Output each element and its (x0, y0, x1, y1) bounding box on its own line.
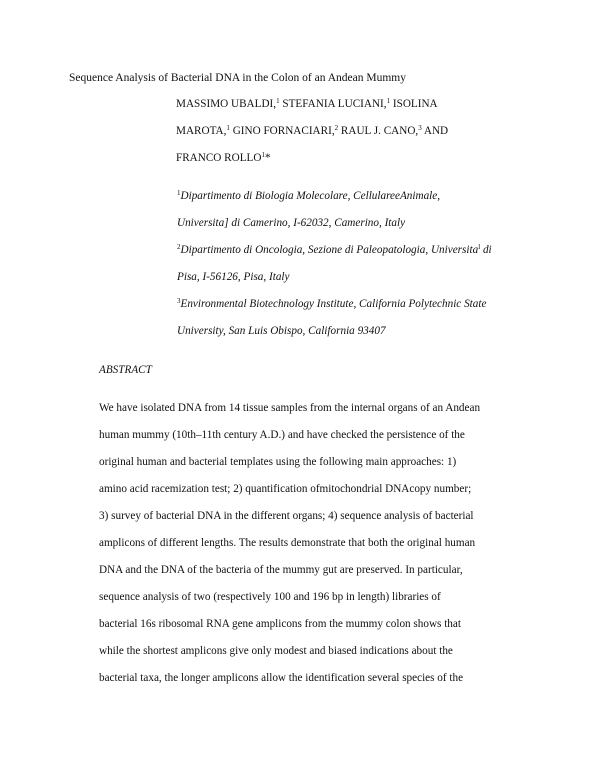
author-text: RAUL J. CANO, (338, 125, 419, 137)
author-line-1 (176, 97, 438, 111)
author-line-3 (176, 151, 271, 165)
author-text: STEFANIA LUCIANI, (279, 98, 387, 110)
author-line-2 (176, 124, 448, 138)
affiliation-2-line-2: Pisa, I-56126, Pisa, Italy (177, 271, 290, 283)
author-text: ISOLINA (390, 98, 438, 110)
affiliation-2-line-1 (177, 243, 492, 257)
affiliation-marker: 1 (226, 124, 230, 132)
abstract-line: original human and bacterial templates using the following main approaches: 1) (99, 456, 457, 468)
affiliation-1-line-1 (177, 189, 440, 203)
abstract-heading: ABSTRACT (99, 364, 152, 376)
affiliation-marker: 3 (177, 297, 181, 305)
abstract-line: sequence analysis of two (respectively 100 and 196 bp in length) libraries of (99, 591, 441, 603)
affiliation-marker: 1 (276, 97, 280, 105)
corresponding-author-marker: * (264, 152, 271, 164)
abstract-line: We have isolated DNA from 14 tissue samples from the internal organs of an Andean (99, 402, 481, 414)
abstract-line: bacterial taxa, the longer amplicons allow the identification several species of the (99, 672, 464, 684)
abstract-line: DNA and the DNA of the bacteria of the mummy gut are preserved. In particular, (99, 564, 463, 576)
affiliation-1-line-2: Universita] di Camerino, I-62032, Camerino, Italy (177, 217, 406, 229)
author-text: GINO FORNACIARI, (229, 125, 335, 137)
author-text: FRANCO ROLLO (176, 152, 262, 164)
affiliation-marker: 1 (261, 151, 265, 159)
affiliation-marker: 1 (177, 189, 181, 197)
affiliation-marker: l (478, 243, 481, 251)
abstract-line: amplicons of different lengths. The results demonstrate that both the original human (99, 537, 476, 549)
abstract-line: amino acid racemization test; 2) quantification ofmitochondrial DNAcopy number; (99, 483, 472, 495)
abstract-line: bacterial 16s ribosomal RNA gene amplicons from the mummy colon shows that (99, 618, 461, 630)
affiliation-text: di (480, 244, 492, 256)
abstract-line: while the shortest amplicons give only modest and biased indications about the (99, 645, 453, 657)
author-text: AND (421, 125, 449, 137)
affiliation-marker: 2 (334, 124, 339, 132)
affiliation-3-line-1 (177, 297, 486, 311)
affiliation-text: Environmental Biotechnology Institute, California Polytechnic State (180, 298, 487, 310)
abstract-line: human mummy (10th–11th century A.D.) and have checked the persistence of the (99, 429, 465, 441)
affiliation-text: Dipartimento di Biologia Molecolare, CellulareeAnimale, (180, 190, 441, 202)
affiliation-3-line-2: University, San Luis Obispo, California 93407 (177, 325, 386, 337)
affiliation-marker: 3 (418, 124, 422, 132)
affiliation-text: Dipartimento di Oncologia, Sezione di Paleopatologia, Universita (180, 244, 479, 256)
affiliation-marker: 1 (386, 97, 391, 105)
paper-title: Sequence Analysis of Bacterial DNA in the Colon of an Andean Mummy (69, 72, 406, 84)
author-text: MASSIMO UBALDI, (176, 98, 277, 110)
affiliation-marker: 2 (177, 243, 181, 251)
abstract-line: 3) survey of bacterial DNA in the different organs; 4) sequence analysis of bacterial (99, 510, 474, 522)
author-text: MAROTA, (176, 125, 227, 137)
